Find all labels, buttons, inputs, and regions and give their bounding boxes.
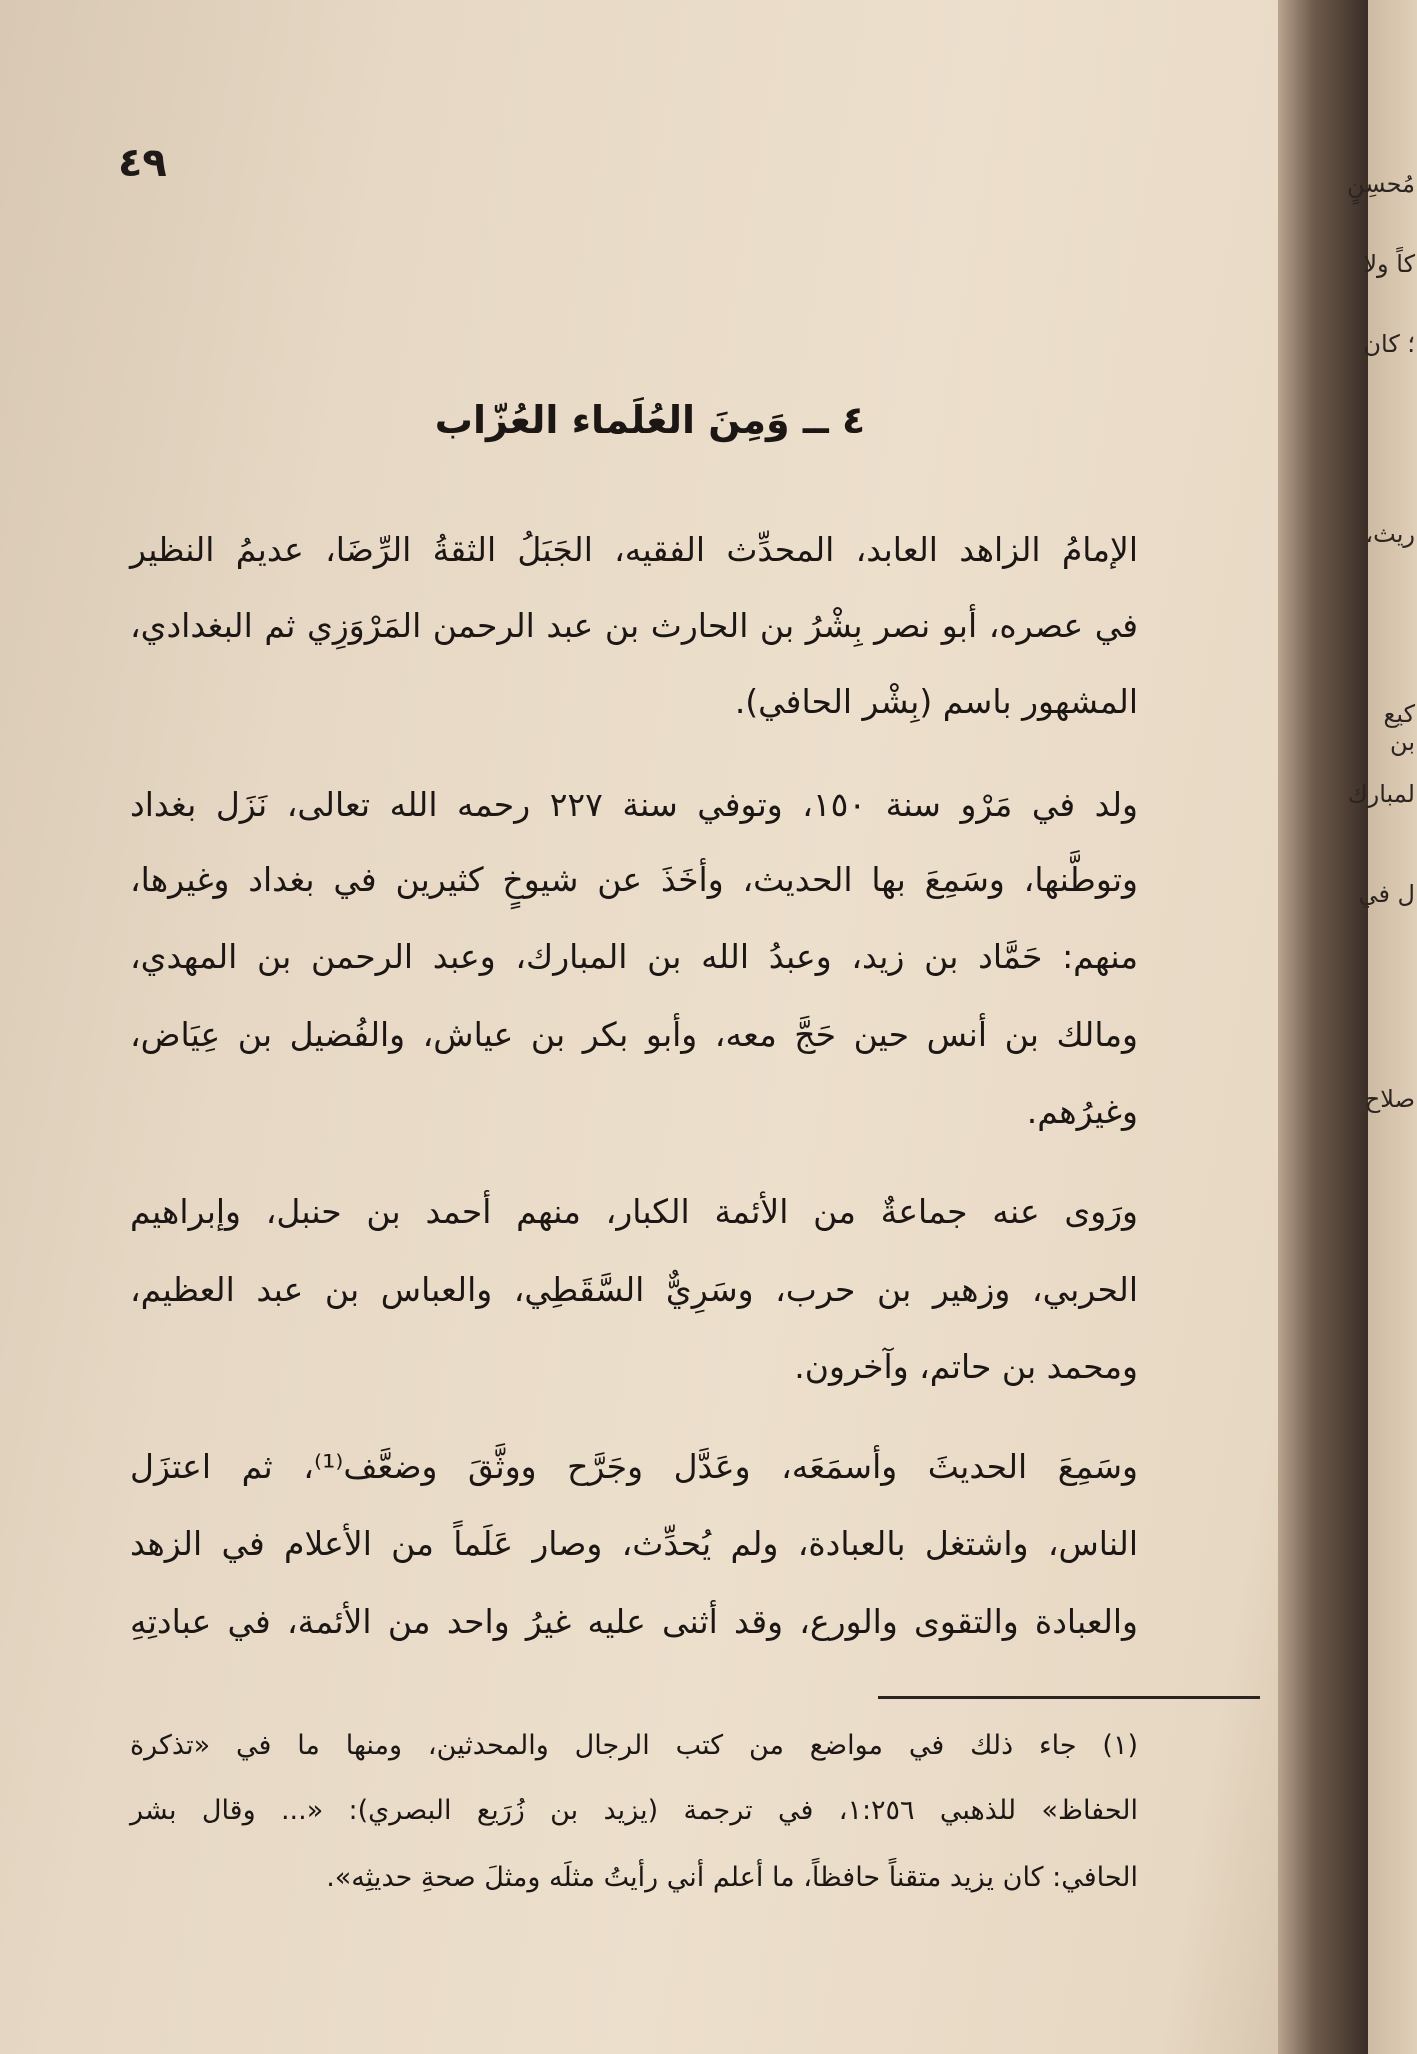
edge-text: صلاح <box>1364 1085 1415 1113</box>
footnote-line: الحفاظ» للذهبي ١:٢٥٦، في ترجمة (يزيد بن زُرَيع البصري): «... وقال بشر <box>130 1795 1138 1826</box>
book-gutter <box>1278 0 1368 2054</box>
footnote-line: الحافي: كان يزيد متقناً حافظاً، ما أعلم أني رأيتُ مثلَه ومثلَ صحةِ حديثِه». <box>326 1862 1138 1893</box>
section-heading: ٤ ــ وَمِنَ العُلَماء العُزّاب <box>434 398 866 442</box>
body-line: ورَوى عنه جماعةٌ من الأئمة الكبار، منهم أحمد بن حنبل، وإبراهيم <box>130 1192 1138 1231</box>
edge-text: لمبارك <box>1347 780 1415 808</box>
next-page-edge <box>1346 0 1417 2054</box>
body-line: والعبادة والتقوى والورع، وقد أثنى عليه غيرُ واحد من الأئمة، في عبادتِهِ <box>130 1602 1138 1641</box>
body-line: ولد في مَرْو سنة ١٥٠، وتوفي سنة ٢٢٧ رحمه الله تعالى، نَزَل بغداد <box>130 785 1138 824</box>
body-line: الناس، واشتغل بالعبادة، ولم يُحدِّث، وصار عَلَماً من الأعلام في الزهد <box>130 1524 1138 1563</box>
body-line: وسَمِعَ الحديثَ وأسمَعَه، وعَدَّل وجَرَّح ووثَّقَ وضعَّف⁽¹⁾، ثم اعتزَل <box>130 1447 1138 1486</box>
footnote-line: (١) جاء ذلك في مواضع من كتب الرجال والمحدثين، ومنها ما في «تذكرة <box>130 1730 1138 1761</box>
body-line: الحربي، وزهير بن حرب، وسَرِيٌّ السَّقَطِي، والعباس بن عبد العظيم، <box>130 1270 1138 1309</box>
edge-text: كيع بن <box>1383 700 1415 756</box>
body-line: الإمامُ الزاهد العابد، المحدِّث الفقيه، الجَبَلُ الثقةُ الرِّضَا، عديمُ النظير <box>130 530 1138 569</box>
body-line: وتوطَّنها، وسَمِعَ بها الحديث، وأخَذَ عن شيوخٍ كثيرين في بغداد وغيرها، <box>130 860 1138 899</box>
edge-text: ل في <box>1358 880 1415 908</box>
body-line: منهم: حَمَّاد بن زيد، وعبدُ الله بن المبارك، وعبد الرحمن بن المهدي، <box>130 937 1138 976</box>
page-number: ٤٩ <box>118 140 167 186</box>
body-line: ومالك بن أنس حين حَجَّ معه، وأبو بكر بن عياش، والفُضيل بن عِيَاض، <box>130 1015 1138 1054</box>
body-line: في عصره، أبو نصر بِشْرُ بن الحارث بن عبد الرحمن المَرْوَزِي ثم البغدادي، <box>130 606 1138 645</box>
footnote-separator <box>878 1696 1260 1699</box>
body-line: المشهور باسم (بِشْر الحافي). <box>734 682 1138 721</box>
body-line: ومحمد بن حاتم، وآخرون. <box>794 1347 1138 1386</box>
edge-text: ريث، <box>1365 520 1415 548</box>
edge-text: ؛ كان <box>1363 330 1415 358</box>
edge-text: مُحسِنٍ <box>1346 170 1415 198</box>
edge-text: كاً ولا <box>1363 250 1415 278</box>
body-line: وغيرُهم. <box>1026 1092 1138 1131</box>
